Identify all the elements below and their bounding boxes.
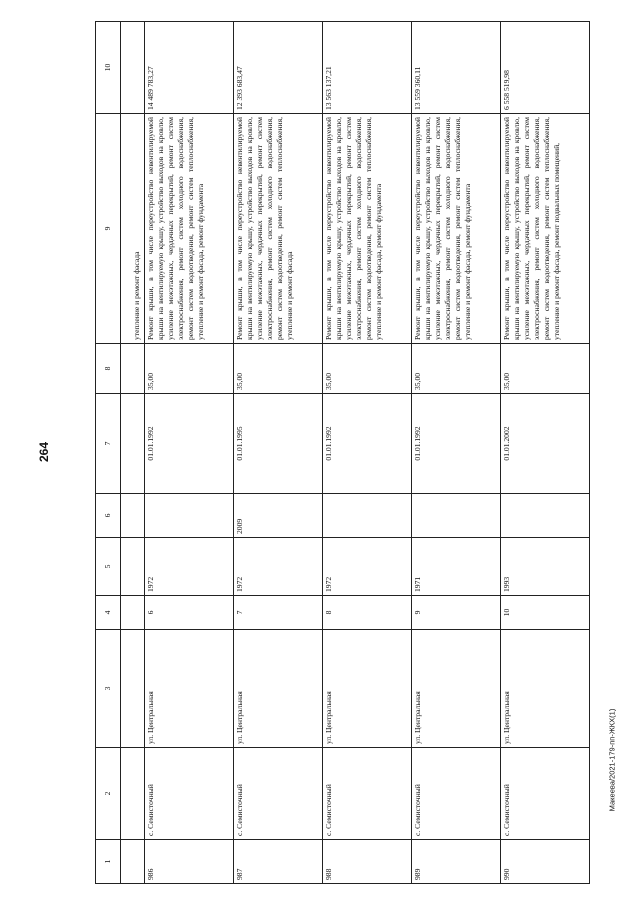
col-header: 1 xyxy=(96,840,121,884)
row-number: 989 xyxy=(412,840,501,884)
works-list: Ремонт крыши, в том числе переустройство невентилируемой крыши на вентилируемую крышу, устройство выходов на кровлю, усиление межэтажных, чердачных перекрытий, ремонт систем электроснабжения, ремонт систем холодного водоснабжения, ремонт систем водоотведения, ремонт систем теплоснабжения, утепление и ремонт фасада xyxy=(234,114,323,344)
row-number: 988 xyxy=(323,840,412,884)
house-number: 9 xyxy=(412,596,501,630)
house-number: 8 xyxy=(323,596,412,630)
cost: 14 489 783,27 xyxy=(145,22,234,114)
col-header: 9 xyxy=(96,114,121,344)
privatization-date: 01.01.2002 xyxy=(501,394,590,494)
works-list: Ремонт крыши, в том числе переустройство невентилируемой крыши на вентилируемую крышу, устройство выходов на кровлю, усиление межэтажных, чердачных перекрытий, ремонт систем электроснабжения, ремонт систем холодного водоснабжения, ремонт систем водоотведения, ремонт систем теплоснабжения, утепление и ремонт фасада, ремонт фундамента xyxy=(323,114,412,344)
table-row xyxy=(412,22,501,884)
wear-percent: 35,00 xyxy=(145,344,234,394)
year-reconstructed: 2009 xyxy=(234,494,323,538)
street: ул. Центральная xyxy=(501,630,590,748)
year-built: 1972 xyxy=(145,538,234,596)
year-built: 1971 xyxy=(412,538,501,596)
settlement: с. Семисточный xyxy=(145,748,234,840)
capital-repair-table xyxy=(95,21,590,884)
col-header: 8 xyxy=(96,344,121,394)
street: ул. Центральная xyxy=(234,630,323,748)
page-number: 264 xyxy=(37,441,51,463)
col-header: 4 xyxy=(96,596,121,630)
column-number-row xyxy=(96,22,121,884)
table-container xyxy=(95,22,586,884)
works-list: Ремонт крыши, в том числе переустройство невентилируемой крыши на вентилируемую крышу, устройство выходов на кровлю, усиление межэтажных, чердачных перекрытий, ремонт систем электроснабжения, ремонт систем холодного водоснабжения, ремонт систем водоотведения, ремонт систем теплоснабжения, утепление и ремонт фасада, ремонт фундамента xyxy=(412,114,501,344)
cost: 12 393 683,47 xyxy=(234,22,323,114)
street: ул. Центральная xyxy=(323,630,412,748)
row-number: 987 xyxy=(234,840,323,884)
col-header: 2 xyxy=(96,748,121,840)
year-built: 1993 xyxy=(501,538,590,596)
wear-percent: 35,00 xyxy=(323,344,412,394)
row-number: 986 xyxy=(145,840,234,884)
year-reconstructed xyxy=(145,494,234,538)
document-footer-code: Макеева/2021-179-пп-ЖКХ(1) xyxy=(607,708,617,812)
settlement: с. Семисточный xyxy=(234,748,323,840)
row-number: 990 xyxy=(501,840,590,884)
street: ул. Центральная xyxy=(145,630,234,748)
house-number: 10 xyxy=(501,596,590,630)
wear-percent: 35,00 xyxy=(234,344,323,394)
settlement: с. Семисточный xyxy=(412,748,501,840)
table-row xyxy=(501,22,590,884)
year-reconstructed xyxy=(412,494,501,538)
col-header: 3 xyxy=(96,630,121,748)
table-row xyxy=(323,22,412,884)
works-list: Ремонт крыши, в том числе переустройство невентилируемой крыши на вентилируемую крышу, устройство выходов на кровлю, усиление межэтажных, чердачных перекрытий, ремонт систем электроснабжения, ремонт систем холодного водоснабжения, ремонт систем водоотведения, ремонт систем теплоснабжения, утепление и ремонт фасада, ремонт фундамента xyxy=(145,114,234,344)
works-list: Ремонт крыши, в том числе переустройство невентилируемой крыши на вентилируемую крышу, устройство выходов на кровлю, усиление межэтажных, чердачных перекрытий, ремонт систем электроснабжения, ремонт систем холодного водоснабжения, ремонт систем водоотведения, ремонт систем теплоснабжения, утепление и ремонт фасада, ремонт подвальных помещений, xyxy=(501,114,590,344)
cost: 6 558 519,98 xyxy=(501,22,590,114)
settlement: с. Семисточный xyxy=(323,748,412,840)
house-number: 7 xyxy=(234,596,323,630)
col-header: 10 xyxy=(96,22,121,114)
rotated-table-frame xyxy=(95,22,586,884)
year-built: 1972 xyxy=(234,538,323,596)
table-row xyxy=(234,22,323,884)
street: ул. Центральная xyxy=(412,630,501,748)
privatization-date: 01.01.1992 xyxy=(412,394,501,494)
col-header: 5 xyxy=(96,538,121,596)
continuation-text: утепление и ремонт фасада xyxy=(121,114,145,344)
table-row xyxy=(145,22,234,884)
privatization-date: 01.01.1992 xyxy=(323,394,412,494)
col-header: 7 xyxy=(96,394,121,494)
year-reconstructed xyxy=(501,494,590,538)
settlement: с. Семисточный xyxy=(501,748,590,840)
privatization-date: 01.01.1995 xyxy=(234,394,323,494)
year-reconstructed xyxy=(323,494,412,538)
wear-percent: 35,00 xyxy=(412,344,501,394)
year-built: 1972 xyxy=(323,538,412,596)
privatization-date: 01.01.1992 xyxy=(145,394,234,494)
cost: 13 563 137,21 xyxy=(323,22,412,114)
house-number: 6 xyxy=(145,596,234,630)
continuation-row xyxy=(121,22,145,884)
wear-percent: 35,00 xyxy=(501,344,590,394)
col-header: 6 xyxy=(96,494,121,538)
cost: 13 559 360,11 xyxy=(412,22,501,114)
